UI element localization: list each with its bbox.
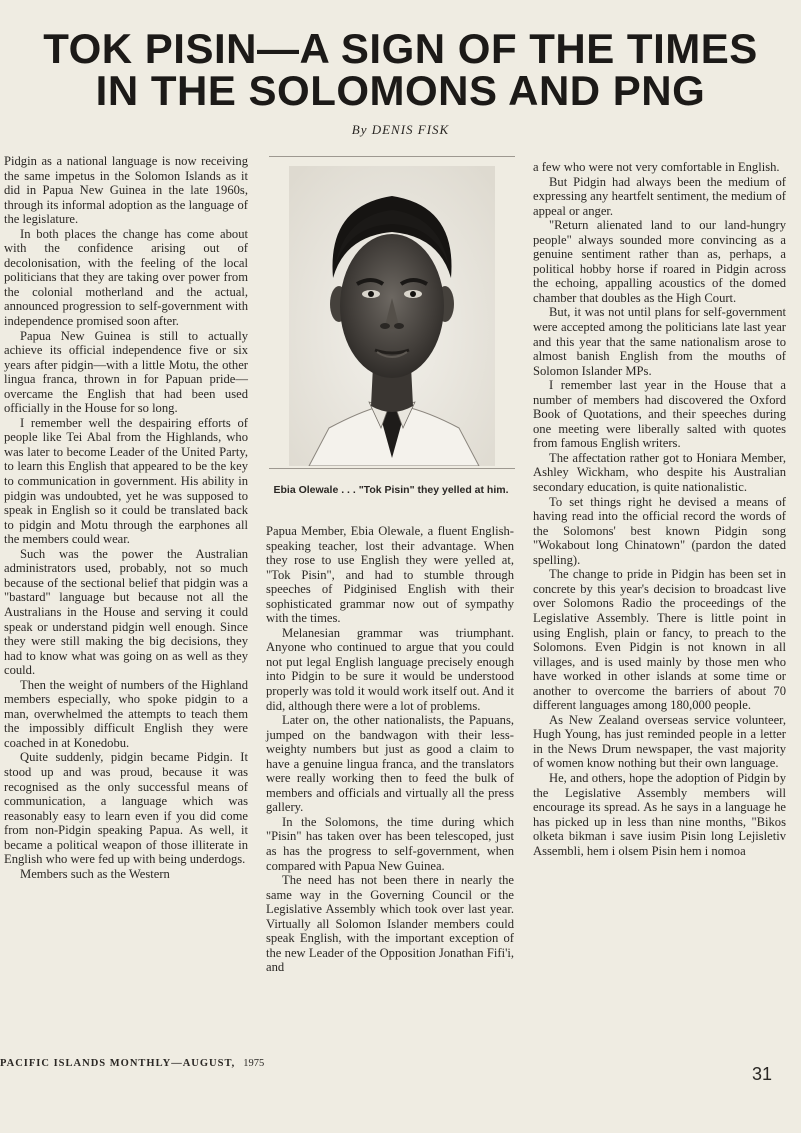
paragraph: Melanesian grammar was triumphant. Anyone who continued to argue that you could not put legal English language precisely enough into Pidgin to be sure it would be understood properly was told it would work itself out. And it did, although there were a lot of problems. <box>266 625 514 713</box>
paragraph: In both places the change has come about with the confidence arising out of decolonisation, with the feeling of the local politicians that they are taking over power from the colonial motherland and the actual, announced progression to self-government with independence promised soon after. <box>4 226 248 329</box>
paragraph: I remember well the despairing efforts of people like Tei Abal from the Highlands, who was later to become Leader of the United Party, to learn this English that appeared to be the key to communication in government. His ability in pidgin was undoubted, yet he was supposed to speak in English so it could be translated back to pidgin and Motu through the earphones all the members could wear. <box>4 415 248 547</box>
paragraph: In the Solomons, the time during which "Pisin" has taken over has been telescoped, just as has the progress to self-government, when compared with Papua New Guinea. <box>266 814 514 873</box>
photo-bottom-rule <box>269 468 515 469</box>
portrait-photo-frame <box>269 156 515 471</box>
article-column-3 <box>533 160 786 858</box>
paragraph: Then the weight of numbers of the Highland members especially, who spoke pidgin to a man, overwhelmed the attempts to teach them the impossibly difficult English they were coached in at Konedobu. <box>4 677 248 750</box>
headline-line-1: TOK PISIN—A SIGN OF THE TIMES <box>43 25 758 72</box>
photo-top-rule <box>269 156 515 157</box>
footer-year: 1975 <box>243 1058 265 1069</box>
article-headline <box>0 25 801 114</box>
paragraph: Later on, the other nationalists, the Papuans, jumped on the bandwagon with their less-weighty numbers but just as good a claim to have a genuine lingua franca, and the translators were really working then to feed the bulk of members and officials and virtually all the press gallery. <box>266 713 514 815</box>
portrait-photo <box>289 166 495 466</box>
photo-caption: Ebia Olewale . . . "Tok Pisin" they yelled at him. <box>273 484 509 496</box>
paragraph: Members such as the Western <box>20 866 170 881</box>
paragraph: Pidgin as a national language is now receiving the same impetus in the Solomon Islands as it did in Papua New Guinea in the late 1960s, through its informal adoption as the language of the legislature. <box>4 154 248 227</box>
paragraph: The change to pride in Pidgin has been set in concrete by this year's decision to broadcast live over Solomons Radio the proceedings of the Legislative Assembly. There is little point in using English, plain or fancy, to preach to the Solomons. Even Pidgin is not known in all villages, and is used mainly by those men who have worked in other islands at some time or another to overcome the barriers of about 70 different languages among 180,000 people. <box>533 567 786 713</box>
page-number: 31 <box>752 1064 773 1084</box>
paragraph: But, it was not until plans for self-government were accepted among the politicians late last year and this year that the same nationalism arose to almost banish English from the mouths of Solomon Islander MPs. <box>533 305 786 378</box>
headline-line-2: IN THE SOLOMONS AND PNG <box>95 67 706 114</box>
paragraph: To set things right he devised a means of having read into the official record the words of the Solomons' best known Pidgin song "Wokabout long Chinatown" (pardon the dated spelling). <box>533 494 786 567</box>
paragraph: But Pidgin had always been the medium of expressing any heartfelt sentiment, the medium of appeal or anger. <box>533 174 786 218</box>
article-column-1 <box>0 154 248 881</box>
footer-publication-line <box>0 1058 264 1069</box>
paragraph: The affectation rather got to Honiara Member, Ashley Wickham, who despite his Australian secondary education, is quite nationalistic. <box>533 450 786 495</box>
paragraph: As New Zealand overseas service volunteer, Hugh Young, has just reminded people in a letter in the News Drum newspaper, the vast majority of women know nothing but their own language. <box>533 712 786 771</box>
paragraph: The need has not been there in nearly the same way in the Governing Council or the Legislative Assembly which took over last year. Virtually all Solomon Islander members could speak English, with the important exception of the new Leader of the Opposition Jonathan Fifi'i, and <box>266 873 514 975</box>
paragraph: a few who were not very comfortable in English. <box>533 160 780 174</box>
paragraph: Papua Member, Ebia Olewale, a fluent English-speaking teacher, lost their advantage. When they rose to use English they were yelled at, "Tok Pisin", and had to stumble through speeches of Pidginised English with their sophisticated grammar now out of sympathy with the times. <box>266 524 514 626</box>
footer-publication: PACIFIC ISLANDS MONTHLY—AUGUST, <box>0 1058 236 1069</box>
paragraph: I remember last year in the House that a number of members had discovered the Oxford Book of Quotations, and their speeches during one meeting were liberally salted with quotes from famous English writers. <box>533 378 786 451</box>
byline: By DENIS FISK <box>351 122 450 137</box>
article-column-2 <box>266 524 514 975</box>
paragraph: Such was the power the Australian administrators used, probably, not so much because of the sectional belief that pidgin was a "bastard" language but because not all the Australians in the House and serving it could speak or understand pidgin well enough. Since they were still making the big decisions, they had to know what was going on as well as they could. <box>4 546 248 678</box>
paragraph: He, and others, hope the adoption of Pidgin by the Legislative Assembly members will encourage its spread. As he says in a language he has picked up in less than nine months, "Bikos olketa bikman i save iusim Pisin long Lejisletiv Assembli, hem i olsem Pisin hem i nomoa <box>533 770 786 858</box>
paragraph: "Return alienated land to our land-hungry people" always sounded more convincing as a genuine sentiment rather than as, perhaps, a political hobby horse if roared in Pidgin across the echoing, appalling acoustics of the domed chamber that doubles as the High Court. <box>533 218 786 305</box>
paragraph: Papua New Guinea is still to actually achieve its official independence five or six years after pidgin—with a little Motu, the other lingua franca, thrown in for Papuan pride—overcame the English that had been used officially in the House for so long. <box>4 328 248 416</box>
paragraph: Quite suddenly, pidgin became Pidgin. It stood up and was proud, because it was recognised as the only successful means of communication, a language which was reasonably easy to learn even if you did come from non-Pidgin speaking Papua. As well, it became a political weapon of those illiterate in English who were fed up with being underdogs. <box>4 750 248 867</box>
